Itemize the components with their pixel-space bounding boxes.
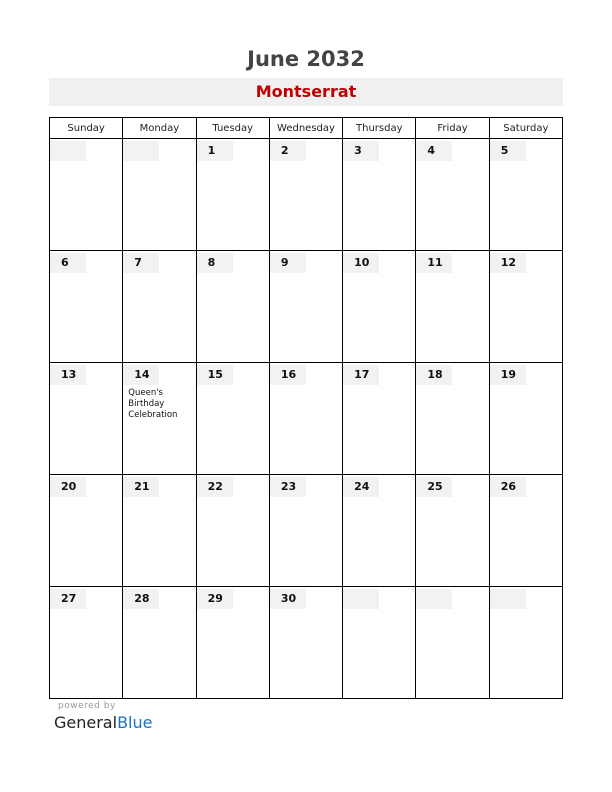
calendar-day-cell[interactable] xyxy=(196,251,269,363)
calendar-day-cell[interactable] xyxy=(269,251,342,363)
calendar-day-cell[interactable] xyxy=(343,363,416,475)
day-number: 3 xyxy=(343,141,379,161)
calendar-day-cell[interactable] xyxy=(416,475,489,587)
weekday-monday: Monday xyxy=(123,118,196,139)
brand-blue: Blue xyxy=(117,713,153,732)
calendar-day-cell[interactable] xyxy=(489,363,562,475)
calendar-day-cell[interactable] xyxy=(123,475,196,587)
calendar-day-cell[interactable] xyxy=(50,475,123,587)
country-banner xyxy=(49,78,563,106)
day-number: 6 xyxy=(50,253,86,273)
calendar-day-cell[interactable] xyxy=(489,139,562,251)
weekday-friday: Friday xyxy=(416,118,489,139)
day-number: 22 xyxy=(197,477,233,497)
day-number: 29 xyxy=(197,589,233,609)
calendar-day-cell[interactable] xyxy=(269,363,342,475)
day-number: 18 xyxy=(416,365,452,385)
calendar-day-cell[interactable] xyxy=(343,587,416,699)
calendar-day-cell[interactable] xyxy=(123,587,196,699)
calendar-day-cell[interactable] xyxy=(416,139,489,251)
weekday-header-row xyxy=(50,118,563,139)
day-number: 16 xyxy=(270,365,306,385)
calendar-day-cell[interactable] xyxy=(196,587,269,699)
weekday-tuesday: Tuesday xyxy=(196,118,269,139)
calendar-day-cell[interactable] xyxy=(416,251,489,363)
calendar-day-cell[interactable] xyxy=(269,139,342,251)
calendar-day-cell[interactable] xyxy=(50,363,123,475)
calendar-day-cell[interactable] xyxy=(50,587,123,699)
day-number: 28 xyxy=(123,589,159,609)
day-number: 8 xyxy=(197,253,233,273)
weekday-sunday: Sunday xyxy=(50,118,123,139)
day-number: 21 xyxy=(123,477,159,497)
holiday-event: Queen's Birthday Celebration xyxy=(128,388,178,420)
day-number: 19 xyxy=(490,365,526,385)
calendar-title: June 2032 xyxy=(247,47,365,71)
calendar-day-cell[interactable] xyxy=(196,475,269,587)
day-number: 24 xyxy=(343,477,379,497)
calendar-day-cell[interactable] xyxy=(196,139,269,251)
calendar-day-cell[interactable] xyxy=(123,363,196,475)
weekday-thursday: Thursday xyxy=(343,118,416,139)
generalblue-logo[interactable] xyxy=(54,713,152,732)
calendar-day-cell[interactable] xyxy=(489,475,562,587)
day-number: 23 xyxy=(270,477,306,497)
day-number: 15 xyxy=(197,365,233,385)
calendar-day-cell[interactable] xyxy=(489,587,562,699)
calendar-week-row xyxy=(50,587,563,699)
calendar-day-cell[interactable] xyxy=(196,363,269,475)
calendar-day-cell[interactable] xyxy=(489,251,562,363)
day-number: 27 xyxy=(50,589,86,609)
day-number: 13 xyxy=(50,365,86,385)
day-number: 9 xyxy=(270,253,306,273)
day-number: 5 xyxy=(490,141,526,161)
brand-general: General xyxy=(54,713,118,732)
day-number: 11 xyxy=(416,253,452,273)
day-number: 7 xyxy=(123,253,159,273)
day-number: 25 xyxy=(416,477,452,497)
country-name: Montserrat xyxy=(255,82,357,101)
calendar-day-cell[interactable] xyxy=(269,475,342,587)
day-number: 4 xyxy=(416,141,452,161)
day-number: 1 xyxy=(197,141,233,161)
weekday-wednesday: Wednesday xyxy=(269,118,342,139)
calendar-week-row xyxy=(50,363,563,475)
calendar-week-row xyxy=(50,139,563,251)
calendar-day-cell[interactable] xyxy=(416,587,489,699)
calendar-day-cell[interactable] xyxy=(343,475,416,587)
calendar-day-cell[interactable] xyxy=(269,587,342,699)
calendar-body xyxy=(50,139,563,699)
day-number: 20 xyxy=(50,477,86,497)
weekday-saturday: Saturday xyxy=(489,118,562,139)
day-number xyxy=(416,589,452,609)
calendar-week-row xyxy=(50,251,563,363)
calendar-week-row xyxy=(50,475,563,587)
day-number xyxy=(343,589,379,609)
day-number: 10 xyxy=(343,253,379,273)
day-number xyxy=(490,589,526,609)
calendar-day-cell[interactable] xyxy=(343,139,416,251)
calendar-day-cell[interactable] xyxy=(416,363,489,475)
calendar-grid xyxy=(49,117,563,699)
calendar-day-cell[interactable] xyxy=(50,251,123,363)
day-number: 12 xyxy=(490,253,526,273)
calendar-day-cell[interactable] xyxy=(123,139,196,251)
calendar-day-cell[interactable] xyxy=(50,139,123,251)
calendar-day-cell[interactable] xyxy=(123,251,196,363)
day-number xyxy=(50,141,86,161)
powered-by-label: powered by xyxy=(58,701,116,711)
day-number xyxy=(123,141,159,161)
day-number: 14 xyxy=(123,365,159,385)
day-number: 17 xyxy=(343,365,379,385)
day-number: 2 xyxy=(270,141,306,161)
day-number: 26 xyxy=(490,477,526,497)
day-number: 30 xyxy=(270,589,306,609)
calendar-day-cell[interactable] xyxy=(343,251,416,363)
